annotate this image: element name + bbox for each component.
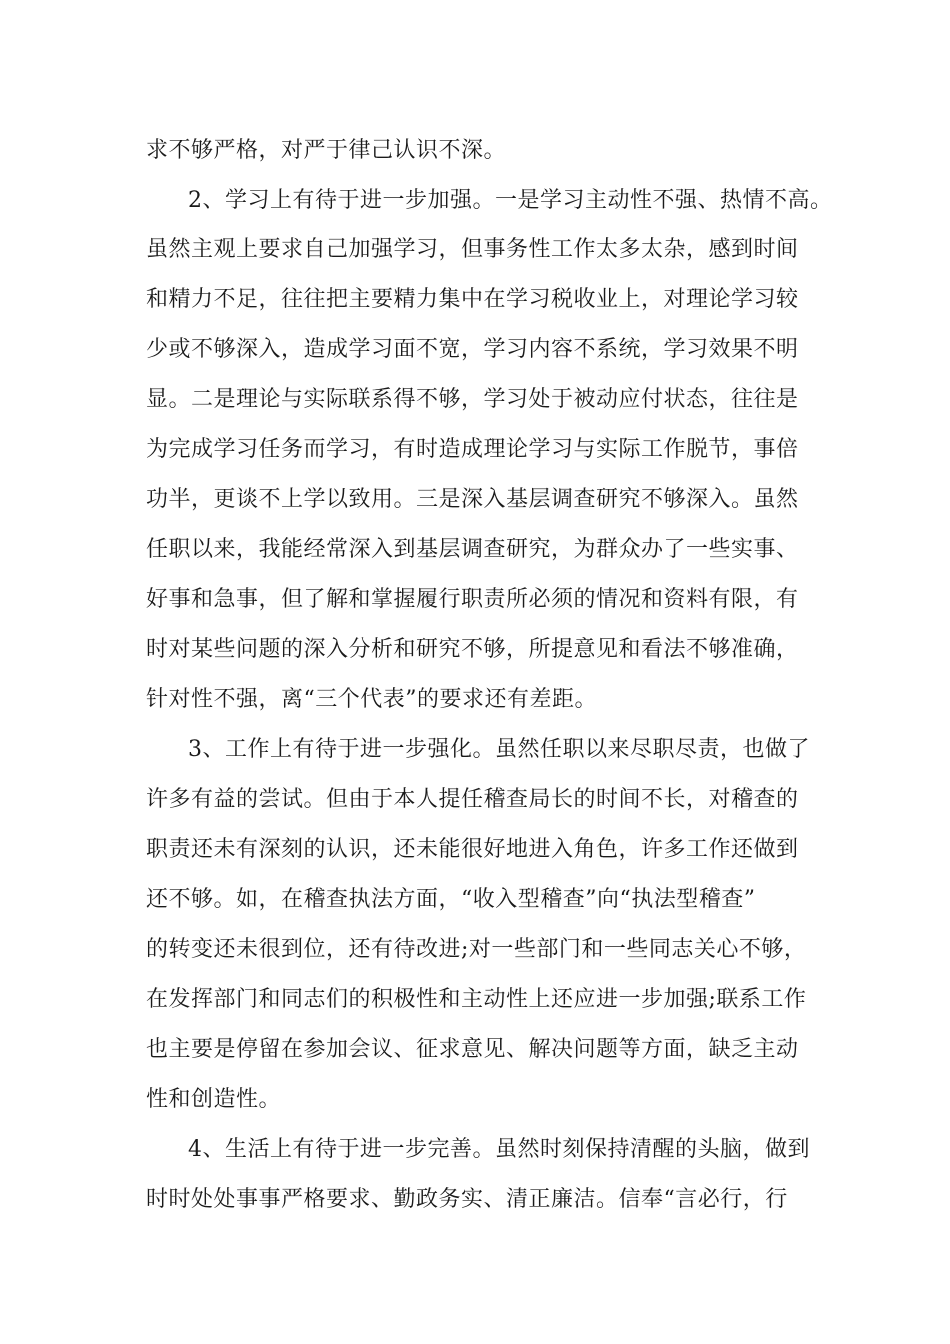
text-line: 好事和急事，但了解和掌握履行职责所必须的情况和资料有限，有 — [146, 587, 799, 612]
paragraph-start-line: 3、工作上有待于进一步强化。虽然任职以来尽职尽责，也做了 — [188, 737, 810, 762]
text-line: 功半，更谈不上学以致用。三是深入基层调查研究不够深入。虽然 — [146, 487, 799, 512]
text-line: 在发挥部门和同志们的积极性和主动性上还应进一步加强;联系工作 — [146, 987, 807, 1012]
text-line: 显。二是理论与实际联系得不够，学习处于被动应付状态，往往是 — [146, 387, 799, 412]
text-line: 职责还未有深刻的认识，还未能很好地进入角色，许多工作还做到 — [146, 837, 799, 862]
text-line: 针对性不强，离“三个代表”的要求还有差距。 — [146, 687, 597, 712]
text-line: 求不够严格，对严于律己认识不深。 — [146, 138, 507, 163]
text-line: 虽然主观上要求自己加强学习，但事务性工作太多太杂，感到时间 — [146, 237, 799, 262]
text-line: 许多有益的尝试。但由于本人提任稽查局长的时间不长，对稽查的 — [146, 787, 799, 812]
paragraph-start-line: 4、生活上有待于进一步完善。虽然时刻保持清醒的头脑，做到 — [188, 1137, 810, 1162]
text-line: 也主要是停留在参加会议、征求意见、解决问题等方面，缺乏主动 — [146, 1037, 799, 1062]
text-line: 性和创造性。 — [146, 1087, 282, 1112]
text-line: 为完成学习任务而学习，有时造成理论学习与实际工作脱节，事倍 — [146, 437, 799, 462]
text-line: 任职以来，我能经常深入到基层调查研究，为群众办了一些实事、 — [146, 537, 799, 562]
text-line: 少或不够深入，造成学习面不宽，学习内容不系统，学习效果不明 — [146, 337, 799, 362]
text-line: 的转变还未很到位，还有待改进;对一些部门和一些同志关心不够， — [146, 937, 807, 962]
text-line: 时对某些问题的深入分析和研究不够，所提意见和看法不够准确， — [146, 637, 799, 662]
text-line: 时时处处事事严格要求、勤政务实、清正廉洁。信奉“言必行，行 — [146, 1187, 788, 1212]
text-line: 和精力不足，往往把主要精力集中在学习税收业上，对理论学习较 — [146, 287, 799, 312]
text-line: 还不够。如，在稽查执法方面，“收入型稽查”向“执法型稽查” — [146, 887, 756, 912]
paragraph-start-line: 2、学习上有待于进一步加强。一是学习主动性不强、热情不高。 — [188, 188, 833, 213]
